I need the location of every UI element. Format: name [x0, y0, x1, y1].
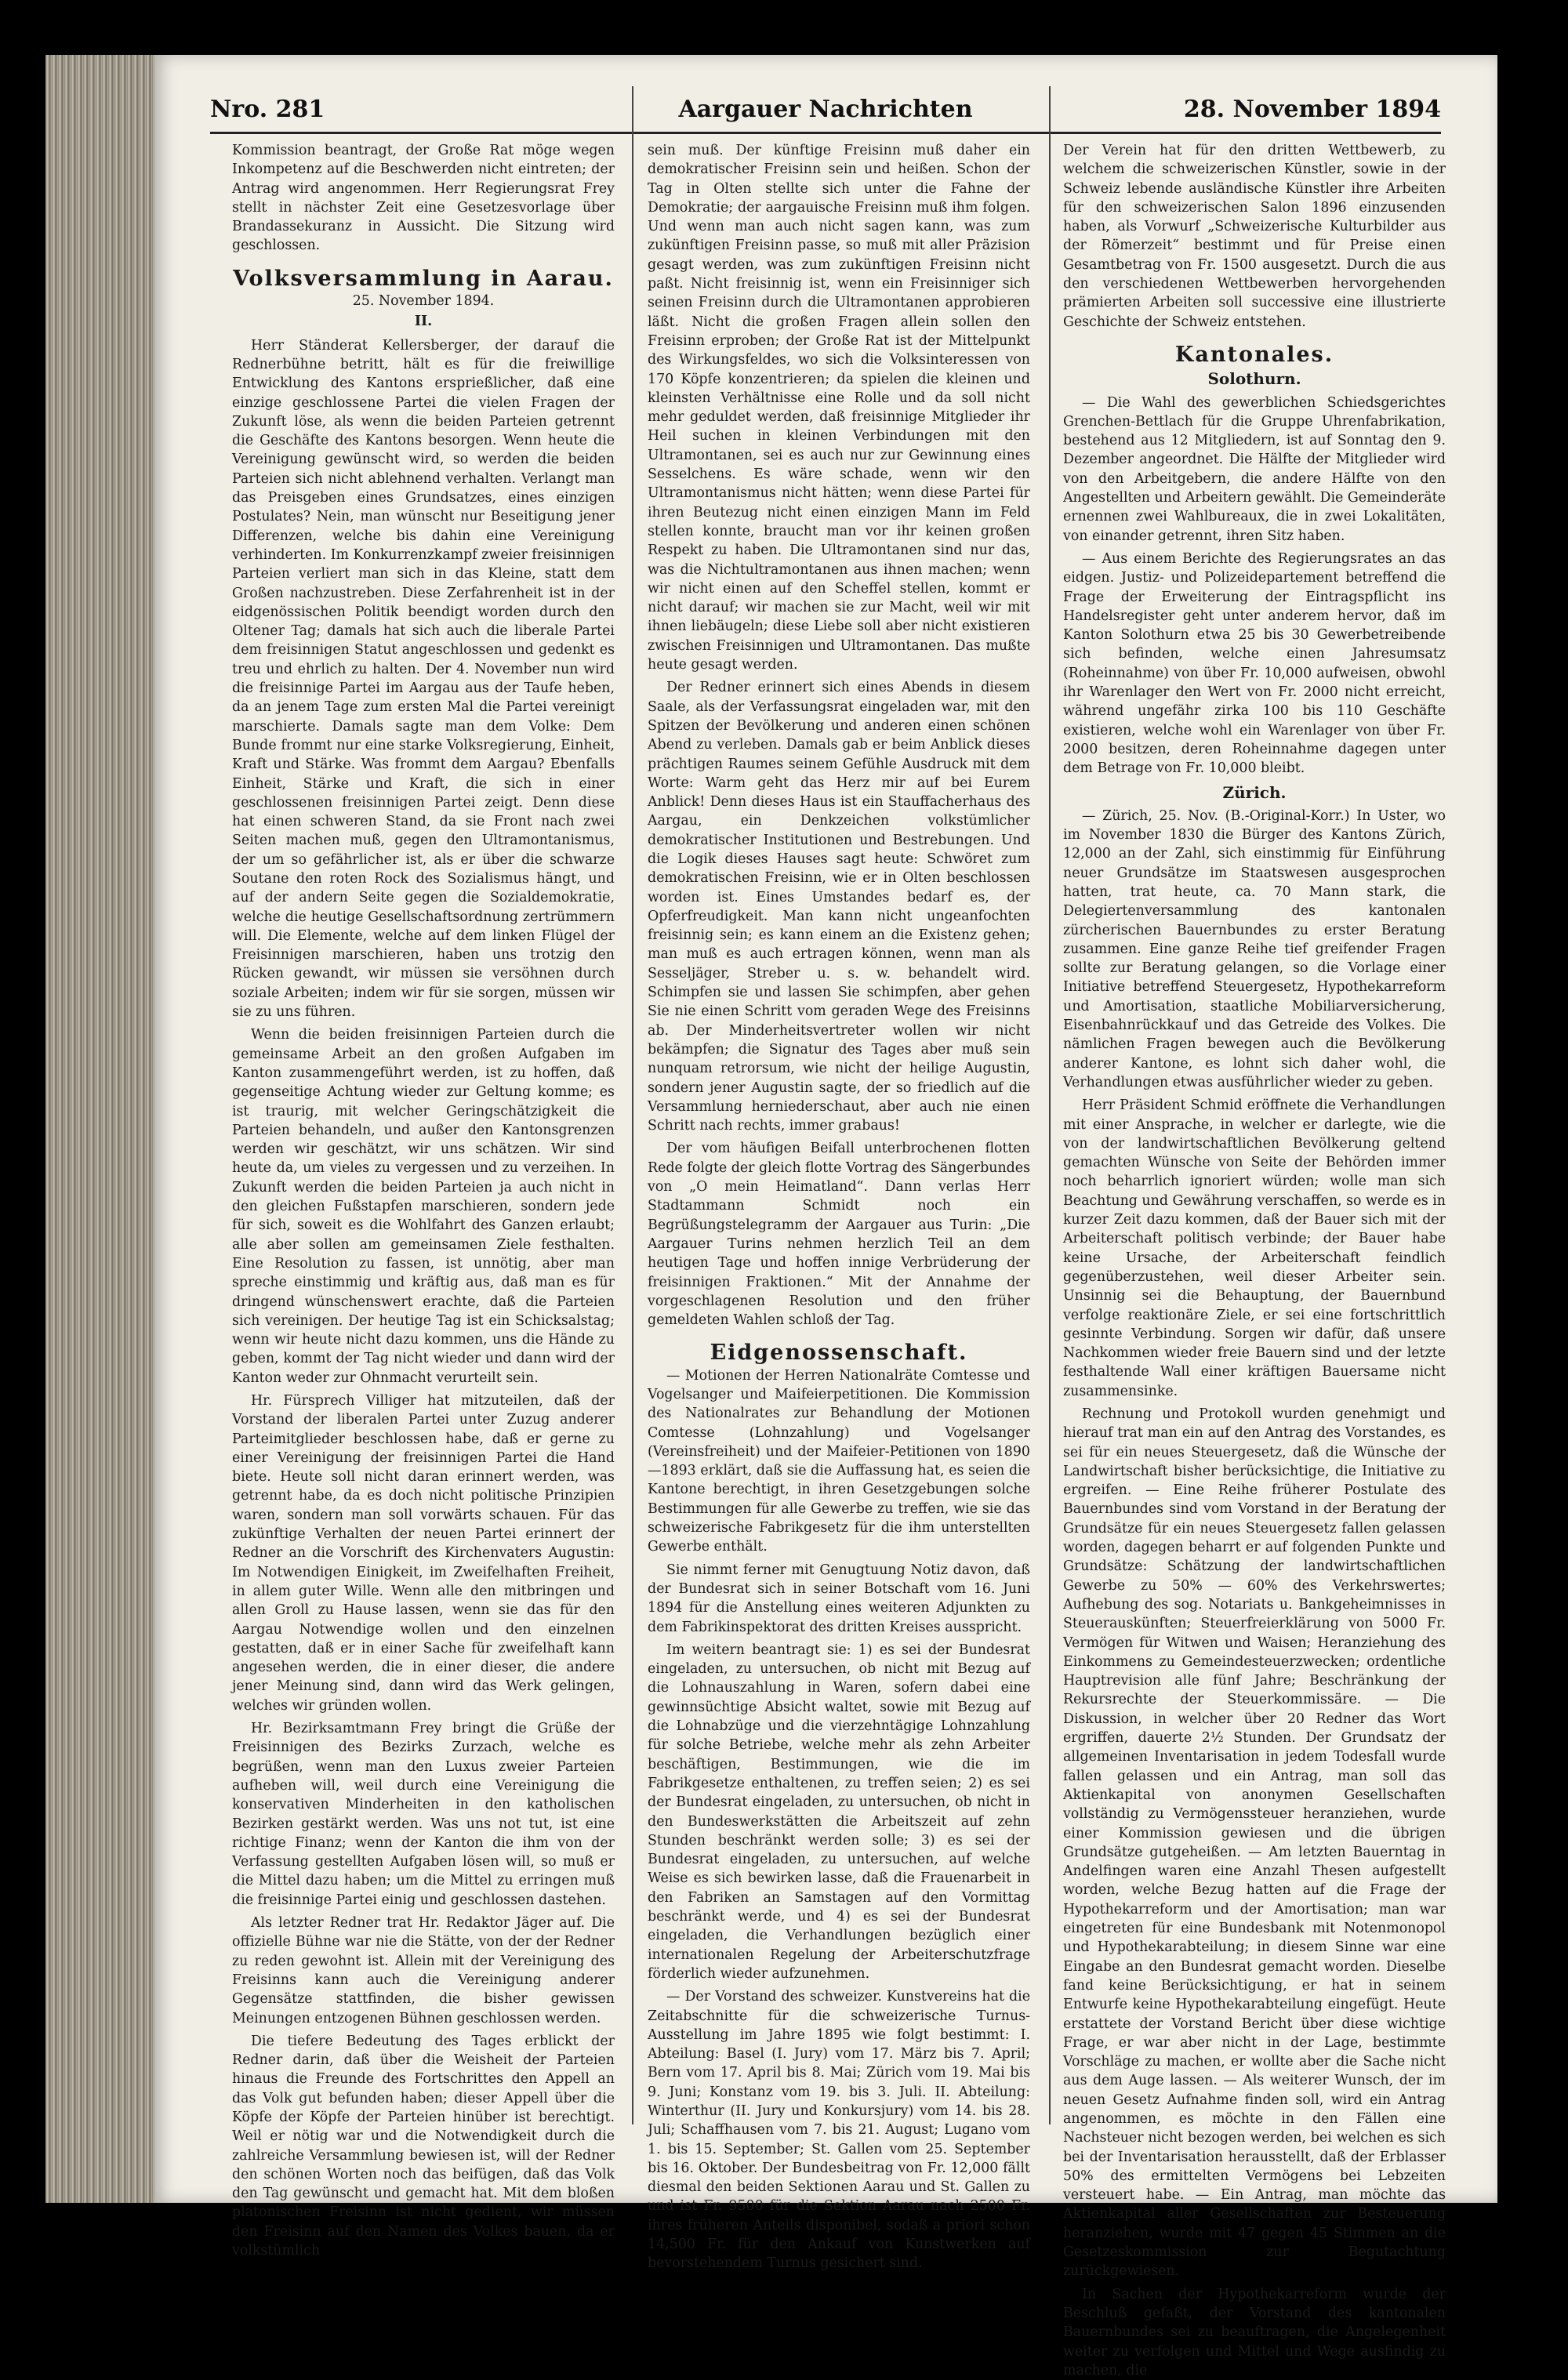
column-1: [232, 141, 615, 2259]
paragraph: — Zürich, 25. Nov. (B.-Original-Korr.) In Uster, wo im November 1830 die Bürger des Kantons Zürich, 12,000 an der Zahl, sich einstimmig für Einführung neuer Grundsätze im Staatswesen ausgesprochen hatten, trat heute, ca. 70 Mann stark, die Delegiertenversammlung des kantonalen zürcherischen Bauernbundes zu erster Beratung zusammen. Eine ganze Reihe tief greifender Fragen sollte zur Beratung gelangen, so die Vorlage einer Initiative betreffend Steuergesetz, Hypothekarreform und Amortisation, staatliche Mobiliarversicherung, Eisenbahnrückkauf und das Getreide des Volkes. Die nämlichen Fragen bewegen auch die Bevölkerung anderer Kantone, es lohnt sich daher wohl, die Verhandlungen etwas ausführlicher wieder zu geben.: [1063, 807, 1446, 1090]
place-heading: Zürich.: [1222, 782, 1287, 802]
issue-date: 28. November 1894: [1183, 96, 1441, 123]
paragraph: Hr. Fürsprech Villiger hat mitzuteilen, daß der Vorstand der liberalen Partei unter Zuzug anderer Parteimitglieder beschlossen habe, daß er gerne zu einer Vereinigung der freisinnigen Partei die Hand biete. Heute soll nicht daran erinnert werden, was getrennt habe, da es doch nicht politische Prinzipien waren, sondern man soll vorwärts schauen. Für das zukünftige Verhalten der neuen Partei erinnert der Redner an die Vorschrift des Kirchenvaters Augustin: Im Notwendigen Einigkeit, im Zweifelhaften Freiheit, in allem guter Wille. Wenn alle den mitbringen und allen Groll zu Hause lassen, wenn sie das für den Aargau Notwendige wollen und den einzelnen gestatten, daß er in einer Sache für zweifelhaft kann angesehen werden, die in einer dieser, die andere jener Meinung sind, dann wird das Werk gelingen, welches wir gründen wollen.: [232, 1393, 615, 1714]
column-3: [1063, 141, 1446, 2378]
paragraph: Wenn die beiden freisinnigen Parteien durch die gemeinsame Arbeit an den großen Aufgaben im Kanton zusammengeführt werden, ist zu hoffen, daß gegenseitige Achtung wieder zur Geltung komme; es ist traurig, mit welcher Geringschätzigkeit die Parteien behandeln, und außer den Kantonsgrenzen werden wir geschätzt, wir uns schätzen. Wir sind heute da, um vieles zu vergessen und zu verzeihen. In Zukunft werden die beiden Parteien ja auch nicht in den gleichen Fußstapfen marschieren, sondern jede für sich, soweit es die Wohlfahrt des Ganzen erlaubt; alle aber sollen am gemeinsamen Ziele festhalten. Eine Resolution zu fassen, ist unnötig, aber man spreche einstimmig und kräftig aus, daß man es für dringend wünschenswert erachte, daß die Parteien sich vereinigen. Der heutige Tag ist ein Schicksalstag; wenn wir heute nicht dazu kommen, uns die Hände zu geben, kommt der Tag nicht wieder und dann wird der Kanton weder zur Ohnmacht verurteilt sein.: [232, 1027, 615, 1386]
paragraph: Hr. Bezirksamtmann Frey bringt die Grüße der Freisinnigen des Bezirks Zurzach, welche es begrüßen, wenn man den Luxus zweier Parteien aufheben will, weil durch eine Vereinigung die konservativen Minderheiten in den katholischen Bezirken gestärkt werden. Was uns not tut, ist eine richtige Finanz; wenn der Kanton die ihm von der Verfassung gestellten Aufgaben lösen will, so muß er die Mittel dazu haben; um die Mittel zu erringen muß die freisinnige Partei einig und geschlossen dastehen.: [232, 1721, 615, 1908]
page-header: [210, 96, 1441, 130]
section-title: Eidgenossenschaft.: [710, 1341, 968, 1366]
place-heading: Solothurn.: [1207, 369, 1301, 389]
section-title: Kantonales.: [1174, 342, 1334, 367]
header-rule: [210, 132, 1441, 134]
paragraph: Rechnung und Protokoll wurden genehmigt und hierauf trat man ein auf den Antrag des Vorstandes, es sei für ein neues Steuergesetz, daß die Wünsche der Landwirtschaft bisher berücksichtige, die Initiative zu ergreifen. — Eine Reihe früherer Postulate des Bauernbundes sind vom Vorstand in der Beratung der Grundsätze für ein neues Steuergesetz fallen gelassen worden, dagegen beharrt er auf folgenden Punkte und Grundsätze: Schätzung der landwirtschaftlichen Gewerbe zu 50% — 60% des Verkehrswertes; Aufhebung des sog. Notariats u. Bankgeheimnisses in Steuerauskünften; Steuerfreierklärung von 5000 Fr. Vermögen für Witwen und Waisen; Heranziehung des Einkommens zu Gemeindesteuerzwecken; ordentliche Hauptrevision alle fünf Jahre; Beschränkung der Rekursrechte der Steuerkommissäre. — Die Diskussion, in welcher über 20 Redner das Wort ergriffen, dauerte 2½ Stunden. Der Grundsatz der allgemeinen Inventarisation in jedem Todesfall wurde fallen gelassen und ein Antrag, man soll das Aktienkapital von anonymen Gesellschaften vollständig zu Vermögenssteuer heranziehen, wurde einer Kommission gewiesen und die übrigen Grundsätze gutgeheißen. — Am letzten Bauerntag in Andelfingen waren eine Anzahl Thesen aufgestellt worden, welche Bezug hatten auf die Frage der Hypothekarreform und der Amortisation; man war eingetreten für eine Bundesbank mit Notenmonopol und Hypothekarabteilung; in diesem Sinne war eine Eingabe an den Bundesrat gemacht worden. Dieselbe fand keine Berücksichtigung, er hat in seinem Entwurfe keine Hypothekarabteilung eingefügt. Heute erstattete der Vorstand Bericht über diese wichtige Frage, er war aber nicht in der Lage, bestimmte Vorschläge zu machen, er wollte aber die Sache nicht aus dem Auge lassen. — Als weiterer Wunsch, der im neuen Gesetz Aufnahme finden soll, wird ein Antrag angenommen, es möchte in den Fällen eine Nachsteuer nicht bezogen werden, bei welchen es sich bei der Inventarisation herausstellt, daß der Erblasser 50% des ermittelten Vermögens bei Lebzeiten versteuert habe. — Ein Antrag, man möchte das Aktienkapital aller Gesellschaften zur Besteuerung heranziehen, wurde mit 47 gegen 45 Stimmen an die Gesetzeskommission zur Begutachtung zurückgewiesen.: [1063, 1406, 1446, 2280]
paragraph: Herr Ständerat Kellersberger, der darauf die Rednerbühne betritt, hält es für die freiwillige Entwicklung des Kantons ersprießlicher, daß eine einzige geschlossene Partei die vielen Fragen der Zukunft löse, als wenn die beiden Parteien getrennt die Geschäfte des Kantons besorgen. Wenn heute die Vereinigung gewünscht wird, so werden die beiden Parteien sich nicht ablehnend verhalten. Verlangt man das Preisgeben eines Grundsatzes, eines einzigen Postulates? Nein, man wünscht nur Beseitigung jener Differenzen, welche bis dahin eine Vereinigung verhinderten. Im Konkurrenzkampf zweier freisinnigen Parteien verliert man sich in das Kleine, statt dem Großen nachzustreben. Diese Zerfahrenheit ist in der eidgenössischen Politik beendigt worden durch den Oltener Tag; damals hat sich auch die liberale Partei dem freisinnigen Statut angeschlossen und gedenkt es treu und ehrlich zu halten. Der 4. November nun wird die freisinnige Partei im Aargau aus der Taufe heben, da an jenem Tage zum ersten Mal die Partei vereinigt marschierte. Damals sagte man dem Volke: Dem Bunde frommt nur eine starke Volksregierung, Einheit, Kraft und Stärke. Was frommt dem Aargau? Ebenfalls Einheit, Stärke und Kraft, die sich in einer geschlossenen freisinnigen Partei zeigt. Denn diese hat einen schweren Stand, da sie Front nach zwei Seiten machen muß, gegen den Ultramontanismus, der um so gefährlicher ist, als er über die schwarze Soutane den roten Rock des Sozialismus hängt, und auf der andern Seite gegen die Sozialdemokratie, welche die heutige Gesellschaftsordnung zertrümmern will. Die Elemente, welche auf dem linken Flügel der Freisinnigen marschieren, haben uns trotzig den Rücken gewandt, wir müssen sie versöhnen durch soziale Arbeiten; indem wir für sie sorgen, müssen wir sie zu uns führen.: [232, 337, 615, 1021]
paragraph: Der Verein hat für den dritten Wettbewerb, zu welchem die schweizerischen Künstler, sowie in der Schweiz lebende ausländische Künstler ihre Arbeiten für den schweizerischen Salon 1896 einzusenden haben, als Vorwurf „Schweizerische Kulturbilder aus der Römerzeit“ bestimmt und für Preise einen Gesamtbetrag von Fr. 1500 ausgesetzt. Durch die aus den verschiedenen Wettbewerben hervorgehenden prämierten Arbeiten soll successive eine illustrierte Geschichte der Schweiz entstehen.: [1063, 143, 1446, 330]
paragraph: In Sachen der Hypothekarreform wurde der Beschluß gefaßt, der Vorstand des kantonalen Bauernbundes sei zu beauftragen, die Angelegenheit weiter zu verfolgen und Mittel und Wege ausfindig zu machen, die: [1063, 2286, 1446, 2378]
article-title: Volksversammlung in Aarau.: [233, 266, 614, 291]
masthead: Aargauer Nachrichten: [678, 96, 973, 123]
column-divider: [632, 86, 633, 2124]
paragraph: Der vom häufigen Beifall unterbrochenen flotten Rede folgte der gleich flotte Vortrag des Sängerbundes von „O mein Heimatland“. Dann verlas Herr Stadtammann Schmidt noch ein Begrüßungstelegramm der Aargauer aus Turin: „Die Aargauer Turins nehmen herzlich Teil an dem heutigen Tage und hoffen innige Verbrüderung der freisinnigen Fraktionen.“ Mit der Annahme der vorgeschlagenen Resolution und den früher gemeldeten Wahlen schloß der Tag.: [648, 1141, 1030, 1329]
paragraph: — Aus einem Berichte des Regierungsrates an das eidgen. Justiz- und Polizeidepartement betreffend die Frage der Erweiterung der Eintragspflicht ins Handelsregister geht unter anderem hervor, daß im Kanton Solothurn etwa 25 bis 30 Gewerbetreibende sich befinden, welche einen Jahresumsatz (Roheinnahme) von über Fr. 10,000 aufweisen, obwohl ihr Warenlager den Wert von Fr. 2000 nicht erreicht, während ungefähr zirka 100 bis 110 Geschäfte existieren, welche wohl ein Warenlager von über Fr. 2000 besitzen, deren Roheinnahme dagegen unter dem Betrage von Fr. 10,000 bleibt.: [1063, 550, 1446, 777]
paragraph: Der Redner erinnert sich eines Abends in diesem Saale, als der Verfassungsrat eingeladen war, mit den Spitzen der Bevölkerung und anderen einen schönen Abend zu verleben. Damals gab er beim Anblick dieses prächtigen Raumes seinem Gefühle Ausdruck mit dem Worte: Warm geht das Herz mir auf bei Eurem Anblick! Denn dieses Haus ist ein Stauffacherhaus des Aargau, ein Denkzeichen volkstümlicher demokratischer Institutionen und Bestrebungen. Und die Logik dieses Hauses sagt heute: Schwöret zum demokratischen Freisinn, wie er in Olten beschlossen worden ist. Eines Umstandes bedarf es, der Opferfreudigkeit. Man kann nicht ungeanfochten freisinnig sein; es kann einem an die Existenz gehen; man muß es auch ertragen können, wenn man als Sesseljäger, Streber u. s. w. behandelt wird. Schimpfen sie und lassen Sie schimpfen, aber gehen Sie nie einen Schritt vom geraden Wege des Freisinns ab. Der Minderheitsvertreter wollen wir nicht bekämpfen; die Signatur des Tages aber muß sein nunquam retrorsum, wie nicht der heilige Augustin, sondern jener Augustin sagte, der so friedlich auf die Versammlung herniederschaut, aber auch nie einen Schritt nach rechts, immer grabaus!: [648, 680, 1030, 1134]
paragraph: Herr Präsident Schmid eröffnete die Verhandlungen mit einer Ansprache, in welcher er darlegte, wie die von der landwirtschaftlichen Bevölkerung geltend gemachten Wünsche von Seite der Behörden immer noch beharrlich ignoriert würden; wolle man sich Beachtung und Gewährung verschaffen, so werde es in kurzer Zeit dazu kommen, daß der Bauer sich mit der Arbeiterschaft politisch verbinde; der Bauer habe keine Ursache, der Arbeiterschaft feindlich gegenüberzustehen, weil dieser Arbeiter sein. Unsinnig sei die Behauptung, der Bauernbund verfolge reaktionäre Ziele, er sei eine fortschrittlich gesinnte Verbindung. Sorgen wir dafür, daß unsere Nachkommen wieder freie Bauern sind und der letzte festhaltende Wall einer kräftigen Bauersame nicht zusammensinke.: [1063, 1097, 1446, 1399]
paragraph: Im weitern beantragt sie: 1) es sei der Bundesrat eingeladen, zu untersuchen, ob nicht mit Bezug auf die Lohnauszahlung in Waren, sofern dabei eine gewinnsüchtige Absicht waltet, sowie mit Bezug auf die Lohnabzüge und die vierzehntägige Lohnzahlung für solche Betriebe, welche mehr als zehn Arbeiter beschäftigen, Bestimmungen, wie die im Fabrikgesetze enthaltenen, zu treffen seien; 2) es sei der Bundesrat eingeladen, zu untersuchen, ob nicht in den Bundeswerkstätten die Arbeitszeit auf zehn Stunden beschränkt werden solle; 3) es sei der Bundesrat eingeladen, zu untersuchen, auf welche Weise es sich bewirken lasse, daß die Frauenarbeit in den Fabriken an Samstagen auf den Vormittag beschränkt werde, und 4) es sei der Bundesrat eingeladen, die Verhandlungen bezüglich einer internationalen Regelung der Arbeiterschutzfrage förderlich wieder aufzunehmen.: [648, 1642, 1030, 1982]
paragraph: — Die Wahl des gewerblichen Schiedsgerichtes Grenchen-Bettlach für die Gruppe Uhrenfabrikation, bestehend aus 12 Mitgliedern, ist auf Sonntag den 9. Dezember angeordnet. Die Hälfte der Mitglieder wird von den Arbeitgebern, die andere Hälfte von den Angestellten und Arbeitern gewählt. Die Gemeinderäte ernennen zwei Wahlbureaux, die in zwei Lokalitäten, von einander getrennt, ihren Sitz haben.: [1063, 394, 1446, 544]
paragraph: Kommission beantragt, der Große Rat möge wegen Inkompetenz auf die Beschwerden nicht eintreten; der Antrag wird angenommen. Herr Regierungsrat Frey stellt in nächster Zeit eine Gesetzesvorlage über Brandassekuranz in Aussicht. Die Sitzung wird geschlossen.: [232, 143, 615, 254]
issue-number: Nro. 281: [210, 96, 325, 123]
article-part: II.: [414, 314, 433, 330]
paragraph: sein muß. Der künftige Freisinn muß daher ein demokratischer Freisinn sein und heißen. Schon der Tag in Olten stellte sich unter die Fahne der Demokratie; der aargauische Freisinn muß ihm folgen. Und wenn man auch nicht sagen kann, was zum zukünftigen Freisinn passe, so muß mit aller Präzision gesagt werden, was zum zukünftigen Freisinn nicht paßt. Nicht freisinnig ist, wenn ein Freisinniger sich seinen Freisinn durch die Ultramontanen approbieren läßt. Nicht die großen Fragen allein sollen den Freisinn erproben; der Große Rat ist der Mittelpunkt des Wirkungsfeldes, wo sich die Volksinteressen von 170 Köpfe konzentrieren; da spielen die kleinen und kleinsten Verhältnisse eine Rolle und da soll nicht mehr geduldet werden, daß freisinnige Mitglieder ihr Heil suchen in kleinen Verbindungen mit den Ultramontanen, sei es auch nur zur Gewinnung eines Sesselchens. Es wäre schade, wenn wir den Ultramontanismus nicht hätten; wenn diese Partei für ihren Beutezug nicht einen einzigen Mann im Feld stellen konnte, braucht man vor ihr keinen großen Respekt zu haben. Die Ultramontanen sind nur das, was die Nichtultramontanen aus ihnen machen; wenn wir nicht einen auf den Scheffel stellen, kommt er nicht darauf; wir machen sie zur Macht, weil wir mit ihnen liebäugeln; diese Liebe soll aber nicht existieren zwischen Freisinnigen und Ultramontanen. Das mußte heute gesagt werden.: [648, 143, 1030, 673]
paragraph: — Der Vorstand des schweizer. Kunstvereins hat die Zeitabschnitte für die schweizerische Turnus-Ausstellung im Jahre 1895 wie folgt bestimmt: I. Abteilung: Basel (I. Jury) vom 17. März bis 7. April; Bern vom 17. April bis 8. Mai; Zürich vom 19. Mai bis 9. Juni; Konstanz vom 19. bis 3. Juli. II. Abteilung: Winterthur (II. Jury und Konkursjury) vom 14. bis 28. Juli; Schaffhausen vom 7. bis 21. August; Lugano vom 1. bis 15. September; St. Gallen vom 25. September bis 16. Oktober. Der Bundesbeitrag von Fr. 12,000 fällt diesmal den beiden Sektionen Aarau und St. Gallen zu und ist Fr. 9500 für die Sektion Aarau nach 2500 Fr. ihres früheren Anteils disponibel, sodaß a priori schon 14,500 Fr. für den Ankauf von Kunstwerken auf bevorstehendem Turnus gesichert sind.: [648, 1989, 1030, 2272]
paragraph: Die tiefere Bedeutung des Tages erblickt der Redner darin, daß über die Weisheit der Parteien hinaus die Freunde des Fortschrittes den Appell an das Volk gut befunden haben; dieser Appell über die Köpfe der Köpfe der Parteien hinüber ist berechtigt. Weil er nötig war und die Notwendigkeit durch die zahlreiche Versammlung bewiesen ist, will der Redner den schönen Worten noch das beifügen, daß das Volk den Tag gewünscht und gemacht hat. Mit dem bloßen platonischen Freisinn ist nicht gedient, wir müssen den Freisinn auf den Namen des Volkes bauen, da er volkstümlich: [232, 2033, 615, 2259]
column-divider: [1049, 86, 1051, 2124]
column-2: [648, 141, 1030, 2272]
paragraph: Als letzter Redner trat Hr. Redaktor Jäger auf. Die offizielle Bühne war nie die Stätte, von der der Redner zu reden gewohnt ist. Allein mit der Vereinigung des Freisinns kann auch die Vereinigung anderer Gegensätze stattfinden, die bisher gewissen Meinungen entzogenen Bühnen geschlossen werden.: [232, 1915, 615, 2026]
paragraph: Sie nimmt ferner mit Genugtuung Notiz davon, daß der Bundesrat sich in seiner Botschaft vom 16. Juni 1894 für die Anstellung eines weiteren Adjunkten zu dem Fabrikinspektorat des dritten Kreises ausspricht.: [648, 1562, 1030, 1635]
book-spine: [45, 55, 155, 2203]
paragraph: — Motionen der Herren Nationalräte Comtesse und Vogelsanger und Maifeierpetitionen. Die Kommission des Nationalrates zur Behandlung der Motionen Comtesse (Lohnzahlung) und Vogelsanger (Vereinsfreiheit) und der Maifeier-Petitionen von 1890—1893 erklärt, daß sie die Auffassung hat, es seien die Kantone berechtigt, in ihren Gesetzgebungen solche Bestimmungen für alle Gewerbe zu treffen, wie sie das schweizerische Fabrikgesetz für die ihm unterstellten Gewerbe enthält.: [648, 1367, 1030, 1555]
article-date: 25. November 1894.: [352, 293, 495, 310]
